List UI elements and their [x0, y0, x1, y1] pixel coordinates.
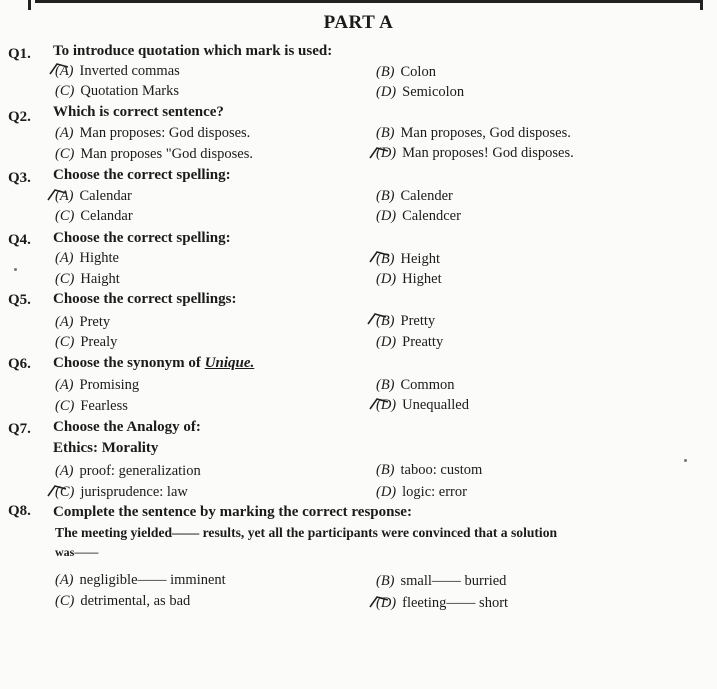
option-b[interactable]: (B) Colon — [376, 64, 436, 80]
option-b[interactable]: (B) Man proposes, God disposes. — [376, 125, 571, 141]
frame-corner-left — [28, 0, 31, 10]
option-d[interactable]: (D) fleeting—— short — [376, 595, 509, 611]
option-b[interactable]: (B) small—— burried — [376, 573, 507, 589]
question-text: Complete the sentence by marking the correct response: — [53, 504, 412, 520]
frame-corner-right — [700, 0, 703, 10]
option-b[interactable]: (B) Calender — [376, 188, 453, 204]
option-c[interactable]: (C) Prealy — [55, 334, 118, 350]
option-a[interactable]: (A) Highte — [55, 250, 119, 266]
option-d[interactable]: (D) Semicolon — [376, 84, 465, 100]
option-b[interactable]: (B) Height — [376, 251, 440, 267]
analogy-pair: Ethics: Morality — [53, 440, 159, 456]
option-d[interactable]: (D) Man proposes! God disposes. — [376, 145, 574, 161]
question-number: Q1. — [8, 46, 31, 62]
option-c[interactable]: (C) Quotation Marks — [55, 83, 180, 99]
option-d[interactable]: (D) logic: error — [376, 484, 467, 500]
question-number: Q2. — [8, 109, 31, 125]
frame-top-border — [35, 0, 703, 3]
question-text: Choose the correct spelling: — [53, 230, 231, 246]
option-a[interactable]: (A) negligible—— imminent — [55, 572, 226, 588]
question-number: Q6. — [8, 356, 31, 372]
option-b[interactable]: (B) Pretty — [376, 313, 436, 329]
option-a[interactable]: (A) Calendar — [55, 188, 132, 204]
speck — [14, 268, 17, 271]
option-a[interactable]: (A) Man proposes: God disposes. — [55, 125, 251, 141]
question-number: Q7. — [8, 421, 31, 437]
option-c[interactable]: (C) Man proposes "God disposes. — [55, 146, 254, 162]
question-number: Q8. — [8, 503, 31, 519]
question-text: To introduce quotation which mark is used: — [53, 43, 333, 59]
option-d[interactable]: (D) Calendcer — [376, 208, 461, 224]
question-text: Choose the correct spelling: — [53, 167, 231, 183]
option-a[interactable]: (A) proof: generalization — [55, 463, 201, 479]
option-b[interactable]: (B) taboo: custom — [376, 462, 483, 478]
option-a[interactable]: (A) Prety — [55, 314, 111, 330]
option-c[interactable]: (C) jurisprudence: law — [55, 484, 188, 500]
option-c[interactable]: (C) detrimental, as bad — [55, 593, 191, 609]
question-text: Choose the Analogy of: — [53, 419, 201, 435]
question-number: Q3. — [8, 170, 31, 186]
option-b[interactable]: (B) Common — [376, 377, 455, 393]
question-number: Q4. — [8, 232, 31, 248]
option-c[interactable]: (C) Haight — [55, 271, 120, 287]
question-text: Choose the correct spellings: — [53, 291, 237, 307]
question-sentence-end: was—— — [55, 545, 99, 559]
question-sentence: The meeting yielded—— results, yet all the participants were convinced that a solution — [55, 525, 558, 540]
question-number: Q5. — [8, 292, 31, 308]
question-text: Which is correct sentence? — [53, 104, 224, 120]
question-text: Choose the synonym of Unique. — [53, 355, 255, 371]
option-d[interactable]: (D) Preatty — [376, 334, 444, 350]
option-a[interactable]: (A) Inverted commas — [55, 63, 180, 79]
part-title: PART A — [323, 12, 394, 33]
option-d[interactable]: (D) Unequalled — [376, 397, 469, 413]
speck — [684, 459, 687, 462]
option-d[interactable]: (D) Highet — [376, 271, 442, 287]
option-c[interactable]: (C) Celandar — [55, 208, 133, 224]
option-c[interactable]: (C) Fearless — [55, 398, 128, 414]
option-a[interactable]: (A) Promising — [55, 377, 140, 393]
